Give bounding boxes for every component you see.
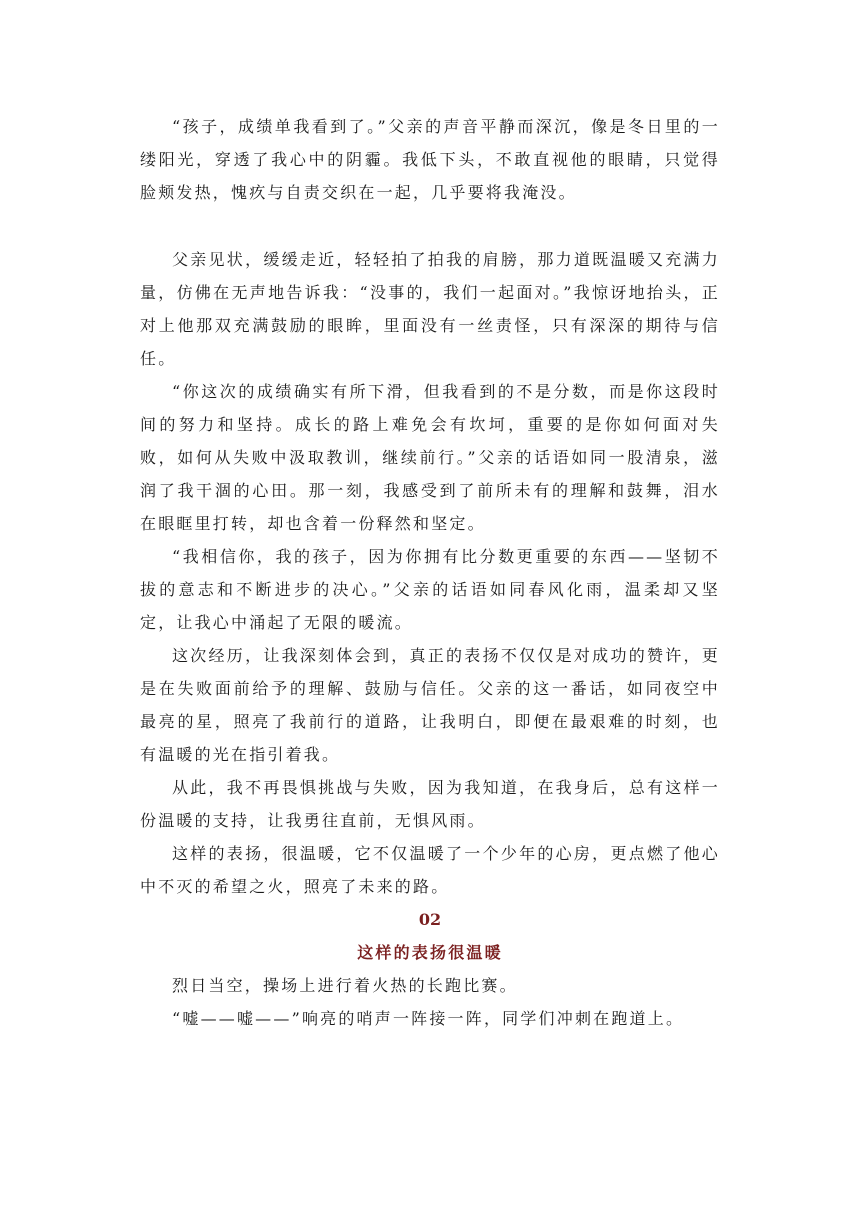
- paragraph: 父亲见状，缓缓走近，轻轻拍了拍我的肩膀，那力道既温暖又充满力量，仿佛在无声地告诉我：“没事的，我们一起面对。”我惊讶地抬头，正对上他那双充满鼓励的眼眸，里面没有一丝责怪，只有深深的期待与信任。: [140, 250, 720, 368]
- paragraph: “孩子，成绩单我看到了。”父亲的声音平静而深沉，像是冬日里的一缕阳光，穿透了我心中的阴霾。我低下头，不敢直视他的眼睛，只觉得脸颊发热，愧疚与自责交织在一起，几乎要将我淹没。: [140, 117, 720, 202]
- section-title: 这样的表扬很温暖: [357, 943, 503, 962]
- paragraph: 从此，我不再畏惧挑战与失败，因为我知道，在我身后，总有这样一份温暖的支持，让我勇往直前，无惧风雨。: [140, 778, 720, 830]
- paragraph: 烈日当空，操场上进行着火热的长跑比赛。: [172, 976, 518, 995]
- paragraph: 这样的表扬，很温暖，它不仅温暖了一个少年的心房，更点燃了他心中不灭的希望之火，照亮了未来的路。: [140, 844, 720, 896]
- paragraph: “我相信你，我的孩子，因为你拥有比分数更重要的东西——坚韧不拔的意志和不断进步的决心。”父亲的话语如同春风化雨，温柔却又坚定，让我心中涌起了无限的暖流。: [140, 547, 720, 632]
- paragraph: 这次经历，让我深刻体会到，真正的表扬不仅仅是对成功的赞许，更是在失败面前给予的理解、鼓励与信任。父亲的这一番话，如同夜空中最亮的星，照亮了我前行的道路，让我明白，即便在最艰难的时刻，也有温暖的光在指引着我。: [140, 646, 720, 764]
- paragraph: “嘘——嘘——”响亮的哨声一阵接一阵，同学们冲刺在跑道上。: [172, 1009, 685, 1028]
- paragraph-gap: [140, 209, 720, 243]
- paragraph: “你这次的成绩确实有所下滑，但我看到的不是分数，而是你这段时间的努力和坚持。成长的路上难免会有坎坷，重要的是你如何面对失败，如何从失败中汲取教训，继续前行。”父亲的话语如同一股清泉，滋润了我干涸的心田。那一刻，我感受到了前所未有的理解和鼓舞，泪水在眼眶里打转，却也含着一份释然和坚定。: [140, 382, 720, 533]
- section-number: 02: [418, 910, 442, 929]
- document-page: [140, 110, 720, 1035]
